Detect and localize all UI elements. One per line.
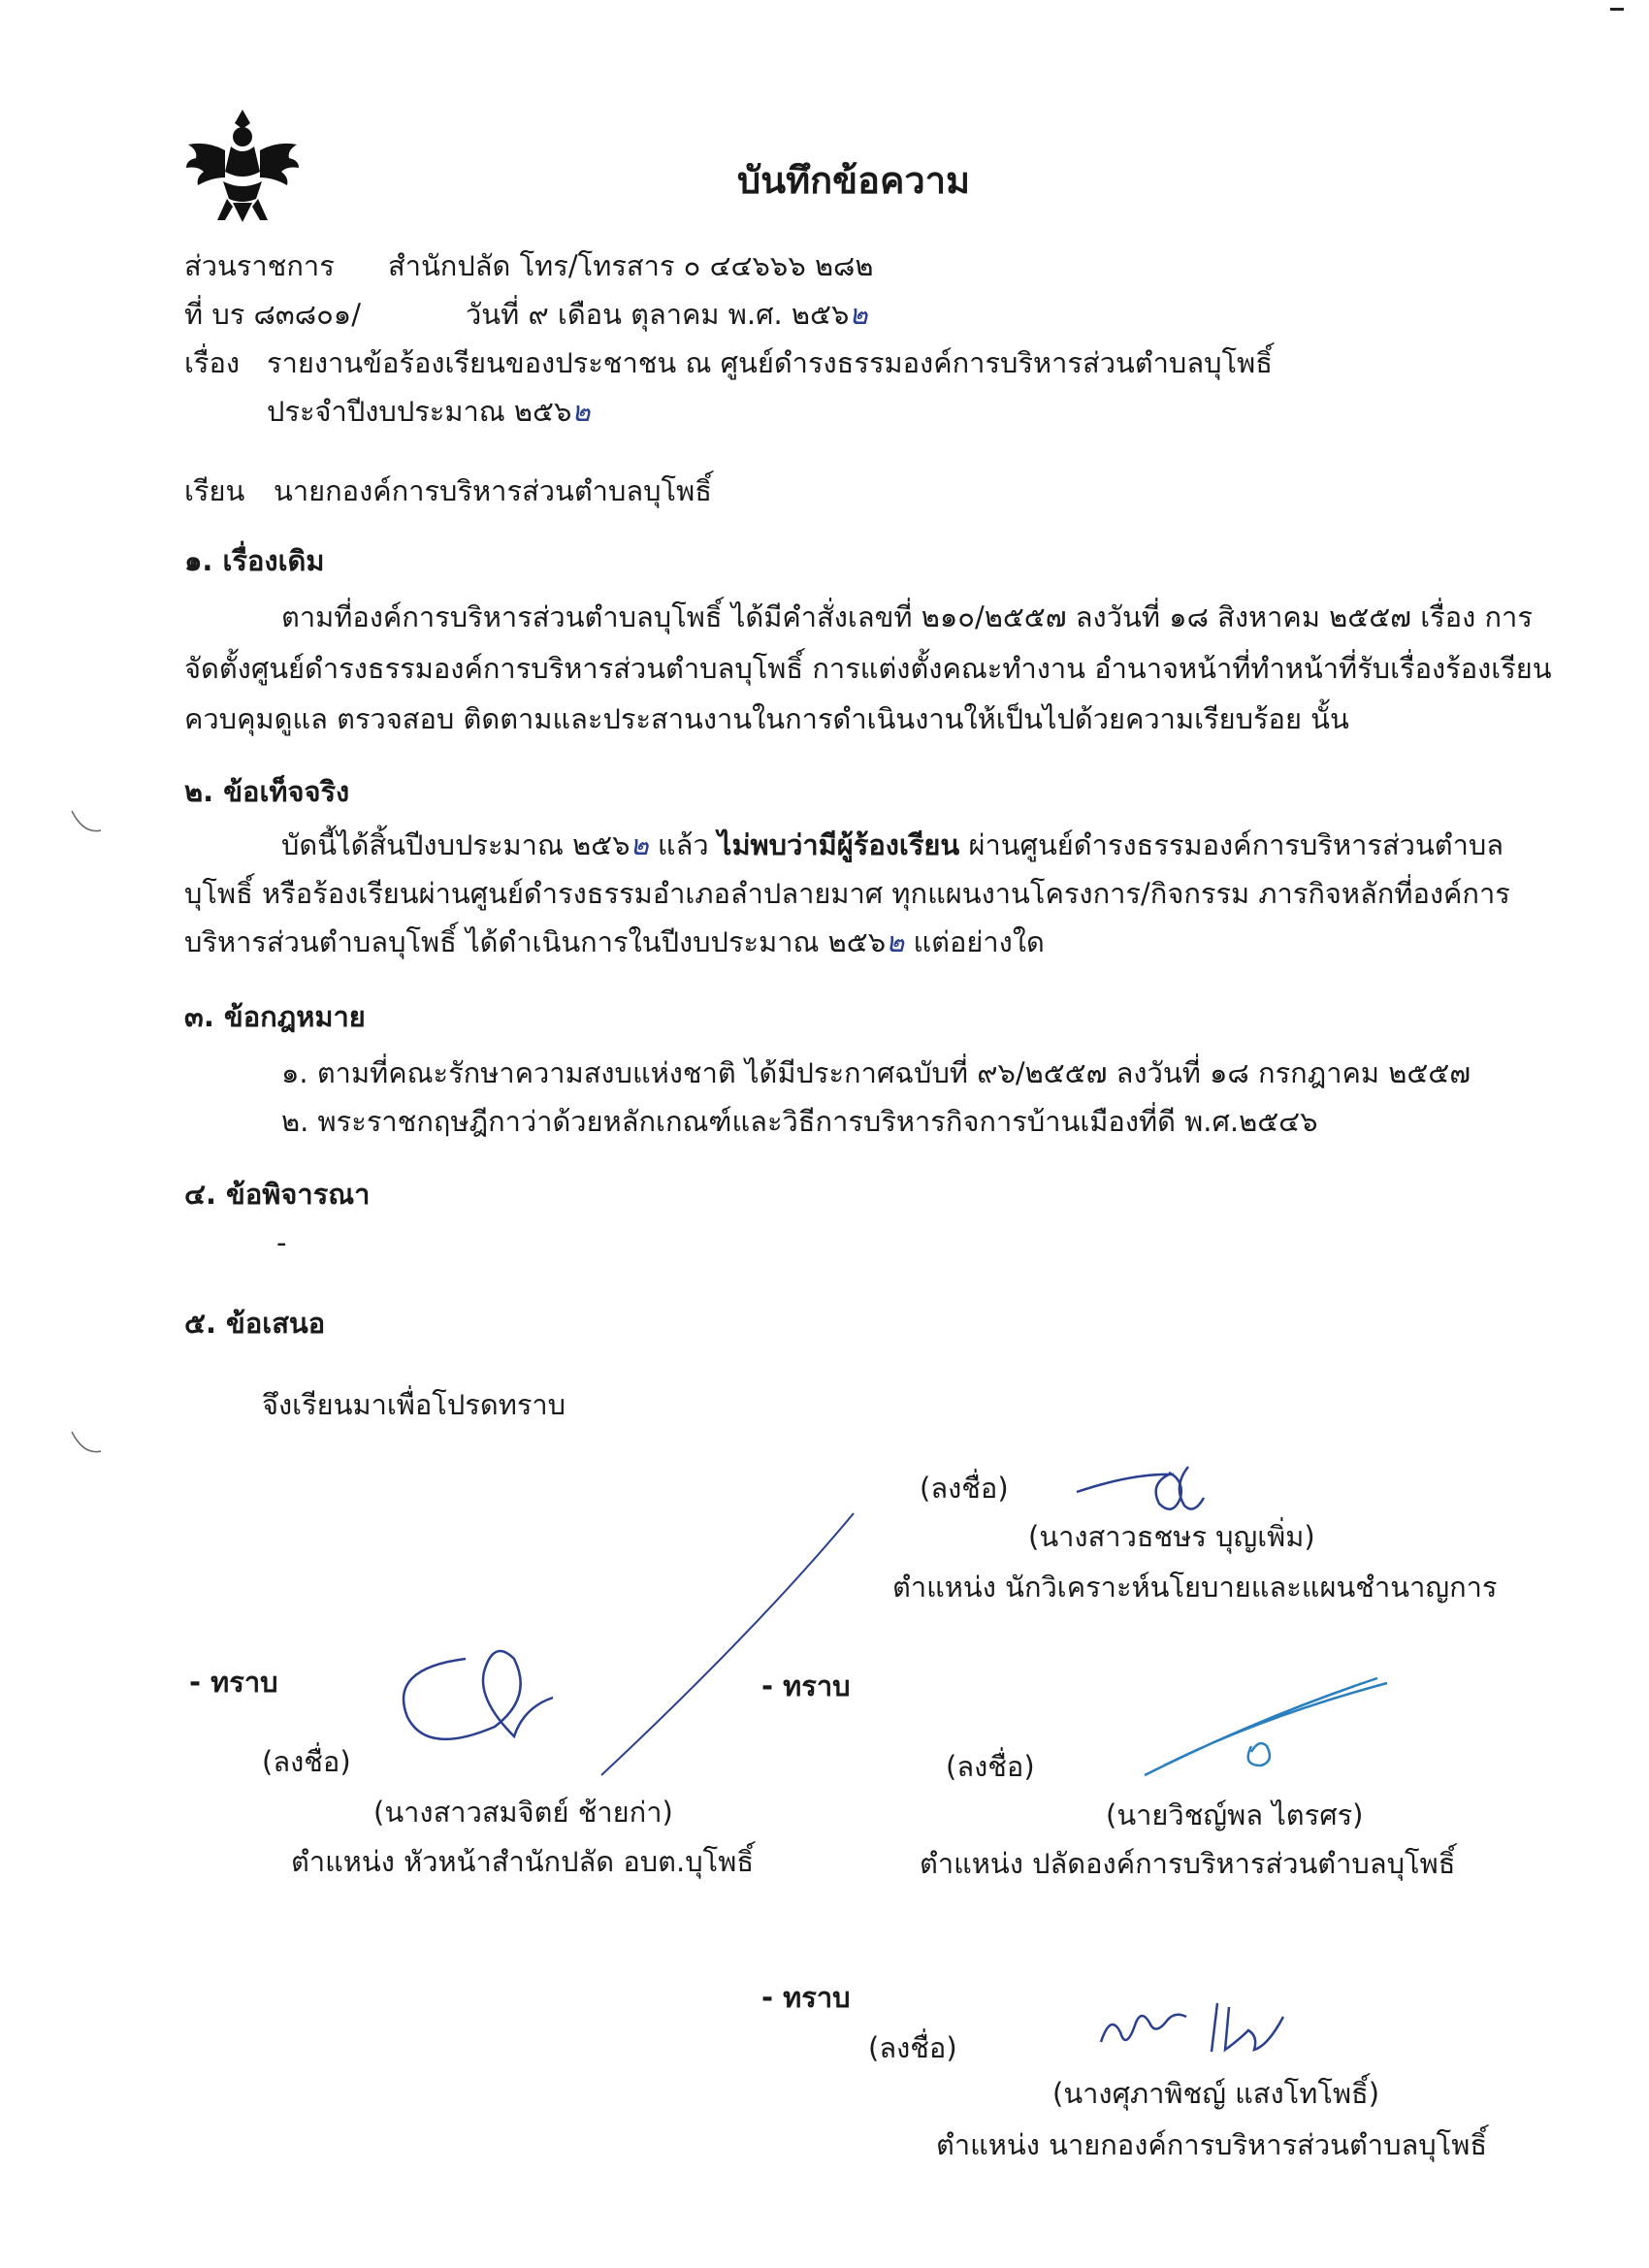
section-4-body: - [276,1226,287,1259]
officer-position: ตำแหน่ง นักวิเคราะห์นโยบายและแผนชำนาญการ [892,1571,1498,1604]
handwritten-year-digit: ๒ [849,298,868,331]
section-1-line-2: จัดตั้งศูนย์ดำรงธรรมองค์การบริหารส่วนตำบลบุโพธิ์ การแต่งตั้งคณะทำงาน อำนาจหน้าที่ทำหน้าที่รับเรื่องร้องเรียน [184,652,1552,685]
clerk-position: ตำแหน่ง ปลัดองค์การบริหารส่วนตำบลบุโพธิ์ [920,1847,1456,1880]
clerk-signature-icon [1145,1669,1397,1785]
head-signature-icon [349,1513,854,1804]
agency-value: สำนักปลัด โทร/โทรสาร ๐ ๔๔๖๖๖ ๒๘๒ [388,249,874,282]
subject-label: เรื่อง [184,346,241,379]
section-1-heading: ๑. เรื่องเดิม [184,544,325,577]
document-date: วันที่ ๙ เดือน ตุลาคม พ.ศ. ๒๕๖๒ [466,298,868,331]
handwritten-year-digit: ๒ [630,828,649,861]
section-5-heading: ๕. ข้อเสนอ [184,1307,326,1340]
section-2-line-3: บริหารส่วนตำบลบุโพธิ์ ได้ดำเนินการในปีงบประมาณ ๒๕๖๒ แต่อย่างใด [184,925,1045,958]
to-label: เรียน [184,474,245,507]
section-2-heading: ๒. ข้อเท็จจริง [184,775,350,808]
section-1-line-1: ตามที่องค์การบริหารส่วนตำบลบุโพธิ์ ได้มีคำสั่งเลขที่ ๒๑๐/๒๕๕๗ ลงวันที่ ๑๘ สิงหาคม ๒๕๕๗ เรื่อง การ [281,600,1533,633]
section-1-line-3: ควบคุมดูแล ตรวจสอบ ติดตามและประสานงานในการดำเนินงานให้เป็นไปด้วยความเรียบร้อย นั้น [184,702,1349,735]
punch-hole-mark-icon [68,805,107,844]
officer-name: (นางสาวธชษร บุญเพิ่ม) [1028,1520,1315,1553]
scan-mark [1610,8,1624,11]
page-title: บันทึกข้อความ [737,159,971,202]
ack-label-mayor: - ทราบ [761,1981,851,2014]
head-position: ตำแหน่ง หัวหน้าสำนักปลัด อบต.บุโพธิ์ [291,1845,755,1878]
sign-label: (ลงชื่อ) [262,1745,351,1778]
agency-label: ส่วนราชการ [184,249,335,282]
reference-number: ที่ บร ๘๓๘๐๑/ [184,298,361,331]
clerk-name: (นายวิชญ์พล ไตรศร) [1106,1798,1364,1831]
handwritten-year-digit: ๒ [886,925,905,958]
section-3-item-1: ๑. ตามที่คณะรักษาความสงบแห่งชาติ ได้มีประกาศฉบับที่ ๙๖/๒๕๕๗ ลงวันที่ ๑๘ กรกฎาคม ๒๕๕๗ [281,1056,1471,1089]
officer-signature-icon [1067,1445,1261,1523]
handwritten-year-digit: ๒ [571,395,591,428]
sign-label: (ลงชื่อ) [946,1750,1035,1783]
section-3-heading: ๓. ข้อกฎหมาย [184,1000,366,1033]
head-name: (นางสาวสมจิตย์ ช้ายก่า) [373,1796,673,1829]
section-3-item-2: ๒. พระราชกฤษฎีกาว่าด้วยหลักเกณฑ์และวิธีการบริหารกิจการบ้านเมืองที่ดี พ.ศ.๒๕๔๖ [281,1105,1318,1138]
section-4-heading: ๔. ข้อพิจารณา [184,1178,371,1211]
subject-line-1: รายงานข้อร้องเรียนของประชาชน ณ ศูนย์ดำรงธรรมองค์การบริหารส่วนตำบลบุโพธิ์ [267,346,1273,379]
subject-line-2: ประจำปีงบประมาณ ๒๕๖๒ [267,395,591,428]
mayor-name: (นางศุภาพิชญ์ แสงโทโพธิ์) [1052,2077,1380,2110]
sign-label: (ลงชื่อ) [920,1472,1009,1505]
punch-hole-mark-icon [68,1426,107,1465]
ack-label-head: - ทราบ [189,1666,278,1699]
ack-label-clerk: - ทราบ [761,1669,851,1702]
closing-sentence: จึงเรียนมาเพื่อโปรดทราบ [262,1388,566,1421]
section-2-line-1: บัดนี้ได้สิ้นปีงบประมาณ ๒๕๖๒ แล้ว ไม่พบว่ามีผู้ร้องเรียน ผ่านศูนย์ดำรงธรรมองค์การบริหารส่วนตำบล [281,828,1504,861]
section-2-line-2: บุโพธิ์ หรือร้องเรียนผ่านศูนย์ดำรงธรรมอำเภอลำปลายมาศ ทุกแผนงานโครงการ/กิจกรรม ภารกิจหลักที่องค์การ [184,877,1510,910]
sign-label: (ลงชื่อ) [868,2031,957,2064]
garuda-emblem-icon [184,102,301,228]
to-value: นายกองค์การบริหารส่วนตำบลบุโพธิ์ [274,474,712,507]
no-complaints-emphasis: ไม่พบว่ามีผู้ร้องเรียน [717,828,960,861]
mayor-position: ตำแหน่ง นายกองค์การบริหารส่วนตำบลบุโพธิ์ [936,2128,1488,2161]
mayor-signature-icon [1091,1993,1295,2061]
